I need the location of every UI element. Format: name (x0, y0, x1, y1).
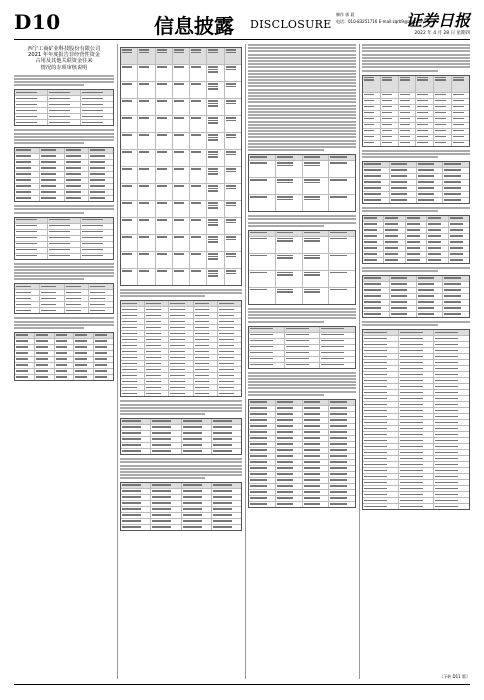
column-divider (117, 44, 118, 679)
column-1 (14, 44, 114, 679)
body-text (14, 317, 114, 329)
body-text (362, 207, 470, 212)
article-subject-line-2: 情况的专项审核说明 (40, 64, 88, 71)
newspaper-masthead: 证券日报 (405, 11, 470, 30)
section-title-en: DISCLOSURE (250, 18, 332, 31)
body-text (14, 129, 114, 144)
data-table (14, 89, 114, 126)
issue-date: 2022 年 4 月 28 日 星期四 (414, 31, 470, 36)
page-number: D10 (14, 10, 61, 34)
data-table (248, 230, 356, 305)
section-title: 信息披露 (154, 14, 234, 38)
contact-info: 电话：010-83251716 E-mail:zqrb9@zqrb.sina.net (336, 19, 435, 24)
data-table (248, 399, 356, 508)
body-text (248, 215, 356, 227)
article-report-line: 2021 年年度报告非经营性资金 (28, 52, 100, 59)
data-table (362, 275, 470, 318)
article-title (14, 46, 114, 71)
body-text (14, 205, 114, 213)
data-table (248, 154, 356, 212)
body-text (248, 44, 356, 151)
body-text (120, 400, 242, 415)
body-text (362, 267, 470, 272)
editor-credit: 制作 郭 晨 (336, 12, 355, 17)
body-text (362, 44, 470, 72)
data-table (120, 482, 242, 531)
article-company: 西宁工商矿业科技股份有限公司 (27, 46, 101, 52)
continued-note: （下转 D11 版） (439, 674, 470, 679)
body-text (120, 289, 242, 297)
body-text (362, 321, 470, 326)
data-table (362, 329, 470, 510)
column-3 (248, 44, 356, 679)
header-rule (14, 39, 470, 40)
column-2 (120, 44, 242, 679)
data-table (14, 147, 114, 202)
data-table (362, 75, 470, 147)
body-text (14, 263, 114, 281)
data-table (362, 161, 470, 204)
data-table (14, 332, 114, 381)
data-table (120, 418, 242, 455)
data-table (14, 283, 114, 314)
data-table (248, 326, 356, 369)
body-text (248, 372, 356, 396)
body-text (362, 150, 470, 158)
article-subject-line-1: 占用及其他关联资金往来 (35, 58, 93, 65)
footer-rule (14, 684, 470, 685)
page-header (14, 8, 470, 38)
body-text (120, 458, 242, 479)
data-table (362, 215, 470, 264)
body-text (248, 308, 356, 323)
data-table (120, 300, 242, 397)
data-table (14, 217, 114, 260)
body-text (14, 75, 114, 87)
column-divider (359, 44, 360, 679)
column-4 (362, 44, 470, 679)
column-divider (245, 44, 246, 679)
data-table (120, 47, 242, 286)
